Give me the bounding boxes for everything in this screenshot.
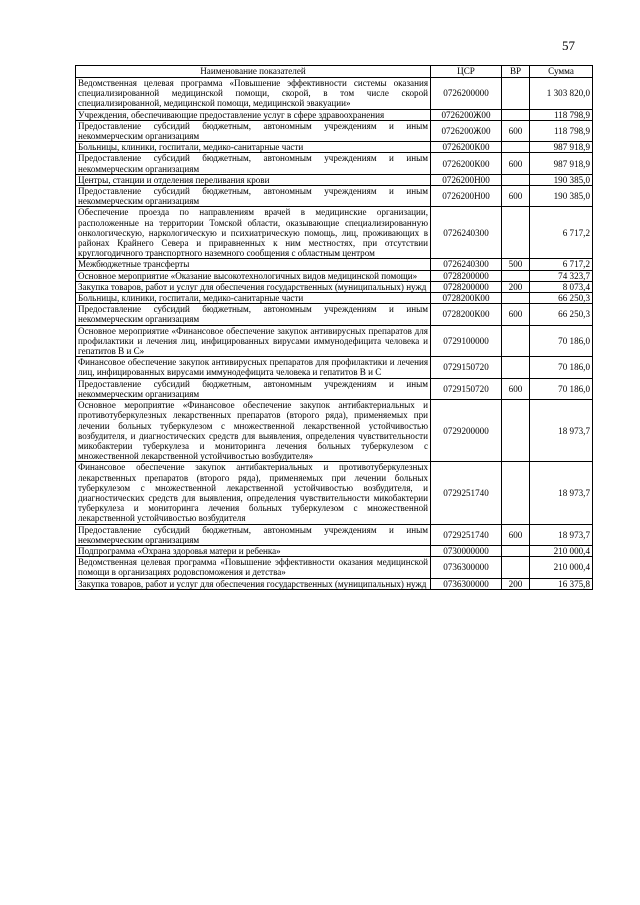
vr-cell [502,357,530,378]
vr-cell [502,293,530,304]
vr-cell: 600 [502,186,530,207]
sum-cell: 118 798,9 [530,120,593,141]
table-row [76,174,593,185]
name-cell: Больницы, клиники, госпитали, медико-санитарные части [76,142,431,153]
sum-cell: 8 073,4 [530,281,593,292]
sum-cell: 210 000,4 [530,557,593,578]
table-row [76,378,593,399]
header-name: Наименование показателей [76,66,431,78]
name-cell: Подпрограмма «Охрана здоровья матери и ребенка» [76,545,431,556]
name-cell: Финансовое обеспечение закупок антибактериальных и противотуберкулезных лекарственных препаратов (второго ряда), применяемых при лечении больных туберкулезом с множественной лекарственной устойчивостью возбудителя, и диагностических средств для выявления, определения чувствительности микобактерии туберкулеза и мониторинга лечения больных туберкулезом с множественной лекарственной устойчивостью возбудителя [76,462,431,524]
vr-cell [502,109,530,120]
name-cell: Больницы, клиники, госпитали, медико-санитарные части [76,293,431,304]
name-cell: Основное мероприятие «Финансовое обеспечение закупок антивирусных препаратов для профилактики и лечения лиц, инфицированных вирусами иммунодефицита человека и гепатитов В и С» [76,325,431,357]
vr-cell [502,462,530,524]
table-row [76,304,593,325]
header-sum: Сумма [530,66,593,78]
table-row [76,109,593,120]
name-cell: Межбюджетные трансферты [76,259,431,270]
vr-cell: 600 [502,153,530,174]
sum-cell: 16 375,8 [530,578,593,589]
sum-cell: 70 186,0 [530,357,593,378]
vr-cell [502,557,530,578]
sum-cell: 987 918,9 [530,153,593,174]
csr-cell: 0726200К00 [431,142,502,153]
table-row [76,545,593,556]
vr-cell [502,207,530,259]
sum-cell: 66 250,3 [530,293,593,304]
name-cell: Основное мероприятие «Оказание высокотехнологичных видов медицинской помощи» [76,270,431,281]
sum-cell: 190 385,0 [530,174,593,185]
name-cell: Закупка товаров, работ и услуг для обеспечения государственных (муниципальных) нужд [76,281,431,292]
vr-cell [502,78,530,110]
page-number: 57 [562,38,575,53]
sum-cell: 210 000,4 [530,545,593,556]
csr-cell: 0729150720 [431,378,502,399]
csr-cell: 0729251740 [431,462,502,524]
header-vr: ВР [502,66,530,78]
csr-cell: 0729200000 [431,400,502,462]
name-cell: Предоставление субсидий бюджетным, автономным учреждениям и иным некоммерческим организациям [76,153,431,174]
sum-cell: 18 973,7 [530,524,593,545]
csr-cell: 0726200К00 [431,153,502,174]
name-cell: Предоставление субсидий бюджетным, автономным учреждениям и иным некоммерческим организациям [76,120,431,141]
vr-cell: 600 [502,120,530,141]
csr-cell: 0726200Н00 [431,174,502,185]
vr-cell [502,325,530,357]
table-row [76,78,593,110]
name-cell: Предоставление субсидий бюджетным, автономным учреждениям и иным некоммерческим организациям [76,186,431,207]
table-row [76,259,593,270]
sum-cell: 6 717,2 [530,207,593,259]
vr-cell [502,400,530,462]
sum-cell: 66 250,3 [530,304,593,325]
vr-cell [502,270,530,281]
table-body [76,78,593,590]
csr-cell: 0728200000 [431,281,502,292]
sum-cell: 190 385,0 [530,186,593,207]
table-row [76,462,593,524]
csr-cell: 0726240300 [431,259,502,270]
table-row [76,142,593,153]
table-header-row [76,66,593,78]
csr-cell: 0728200К00 [431,293,502,304]
table-row [76,120,593,141]
name-cell: Центры, станции и отделения переливания крови [76,174,431,185]
name-cell: Предоставление субсидий бюджетным, автономным учреждениям и иным некоммерческим организациям [76,524,431,545]
vr-cell: 600 [502,378,530,399]
table-row [76,153,593,174]
table-row [76,400,593,462]
sum-cell: 74 323,7 [530,270,593,281]
sum-cell: 18 973,7 [530,462,593,524]
csr-cell: 0726200Н00 [431,186,502,207]
vr-cell [502,545,530,556]
csr-cell: 0728200000 [431,270,502,281]
csr-cell: 0729150720 [431,357,502,378]
vr-cell: 200 [502,281,530,292]
table-row [76,186,593,207]
vr-cell [502,142,530,153]
name-cell: Финансовое обеспечение закупок антивирусных препаратов для профилактики и лечения лиц, инфицированных вирусами иммунодефицита человека и гепатитов В и С [76,357,431,378]
name-cell: Основное мероприятие «Финансовое обеспечение закупок антибактериальных и противотуберкулезных лекарственных препаратов (второго ряда), применяемых при лечении больных туберкулезом с множественной лекарственной устойчивостью возбудителя, и диагностических средств для выявления, определения чувствительности микобактерии туберкулеза и мониторинга лечения больных туберкулезом с множественной лекарственной устойчивостью возбудителя» [76,400,431,462]
table-row [76,293,593,304]
name-cell: Закупка товаров, работ и услуг для обеспечения государственных (муниципальных) нужд [76,578,431,589]
sum-cell: 18 973,7 [530,400,593,462]
header-csr: ЦСР [431,66,502,78]
table-row [76,281,593,292]
csr-cell: 0736300000 [431,557,502,578]
sum-cell: 1 303 820,0 [530,78,593,110]
name-cell: Ведомственная целевая программа «Повышение эффективности оказания медицинской помощи в организациях родовспоможения и детства» [76,557,431,578]
csr-cell: 0726200Ж00 [431,109,502,120]
table-row [76,207,593,259]
name-cell: Обеспечение проезда по направлениям врачей в медицинские организации, расположенные на территории Томской области, оказывающие специализированную онкологическую, наркологическую и психиатрическую помощь, лиц, проживающих в районах Крайнего Севера и приравненных к ним местностях, при отсутствии круглогодичного транспортного наземного сообщения с областным центром [76,207,431,259]
sum-cell: 118 798,9 [530,109,593,120]
csr-cell: 0726200Ж00 [431,120,502,141]
name-cell: Ведомственная целевая программа «Повышение эффективности системы оказания специализированной медицинской помощи, скорой, в том числе скорой специализированной, медицинской помощи, медицинской эвакуации» [76,78,431,110]
budget-table [75,65,593,590]
vr-cell: 600 [502,304,530,325]
vr-cell: 500 [502,259,530,270]
vr-cell: 600 [502,524,530,545]
name-cell: Предоставление субсидий бюджетным, автономным учреждениям и иным некоммерческим организациям [76,304,431,325]
csr-cell: 0729251740 [431,524,502,545]
table-row [76,270,593,281]
csr-cell: 0736300000 [431,578,502,589]
name-cell: Предоставление субсидий бюджетным, автономным учреждениям и иным некоммерческим организациям [76,378,431,399]
sum-cell: 6 717,2 [530,259,593,270]
sum-cell: 70 186,0 [530,378,593,399]
name-cell: Учреждения, обеспечивающие предоставление услуг в сфере здравоохранения [76,109,431,120]
csr-cell: 0730000000 [431,545,502,556]
vr-cell: 200 [502,578,530,589]
csr-cell: 0726200000 [431,78,502,110]
csr-cell: 0728200К00 [431,304,502,325]
table-row [76,357,593,378]
csr-cell: 0729100000 [431,325,502,357]
sum-cell: 987 918,9 [530,142,593,153]
sum-cell: 70 186,0 [530,325,593,357]
table-row [76,524,593,545]
table-row [76,557,593,578]
vr-cell [502,174,530,185]
csr-cell: 0726240300 [431,207,502,259]
table-row [76,325,593,357]
table-row [76,578,593,589]
